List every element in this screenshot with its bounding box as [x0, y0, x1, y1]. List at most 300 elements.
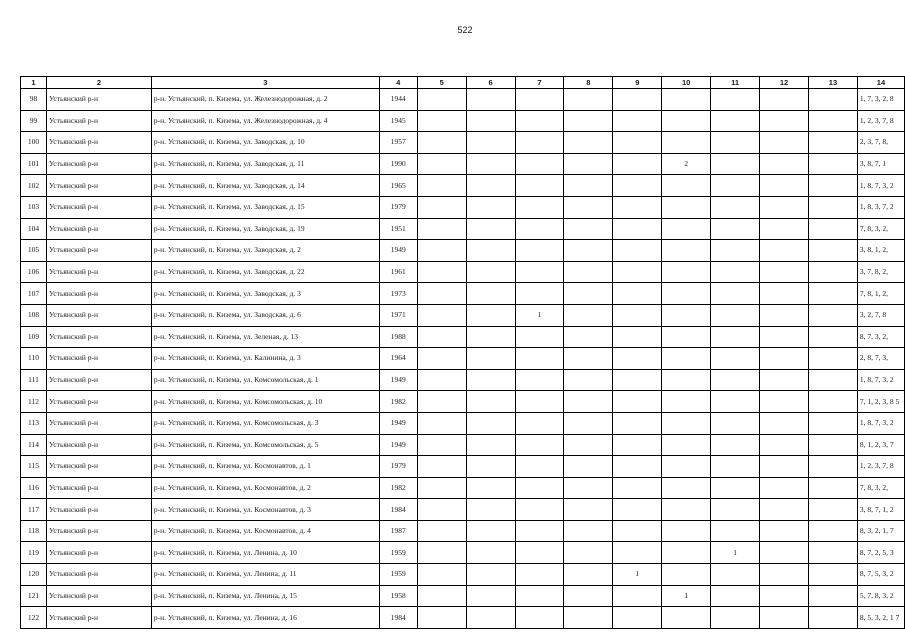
data-cell [466, 564, 515, 586]
data-cell [417, 499, 466, 521]
table-row [21, 153, 905, 175]
data-cell [760, 369, 809, 391]
data-cell [417, 585, 466, 607]
data-cell [613, 304, 662, 326]
data-cell: 1 [515, 304, 564, 326]
data-cell [760, 261, 809, 283]
data-cell [515, 89, 564, 111]
data-cell [809, 326, 858, 348]
data-cell [662, 218, 711, 240]
data-cell [809, 89, 858, 111]
row-number: 121 [21, 585, 47, 607]
year-cell: 1990 [379, 153, 417, 175]
district-cell: Устьянский р-н [46, 89, 151, 111]
table-row [21, 520, 905, 542]
data-cell [564, 412, 613, 434]
table-row [21, 369, 905, 391]
data-cell [564, 585, 613, 607]
data-cell [417, 391, 466, 413]
data-cell [417, 175, 466, 197]
data-cell [466, 89, 515, 111]
address-cell: р-н. Устьянский, п. Кизема, ул. Ленина, д. 16 [151, 607, 379, 629]
data-cell [760, 304, 809, 326]
data-cell: 2 [662, 153, 711, 175]
data-cell [466, 585, 515, 607]
address-cell: р-н. Устьянский, п. Кизема, ул. Комсомольская, д. 3 [151, 412, 379, 434]
code-list-cell: 1, 8, 3, 7, 2 [857, 196, 904, 218]
address-cell: р-н. Устьянский, п. Кизема, ул. Заводская, д. 15 [151, 196, 379, 218]
row-number: 100 [21, 132, 47, 154]
data-cell [760, 283, 809, 305]
year-cell: 1959 [379, 542, 417, 564]
row-number: 101 [21, 153, 47, 175]
table-row [21, 348, 905, 370]
address-cell: р-н. Устьянский, п. Кизема, ул. Заводская, д. 10 [151, 132, 379, 154]
data-cell [417, 434, 466, 456]
district-cell: Устьянский р-н [46, 283, 151, 305]
data-cell [564, 110, 613, 132]
year-cell: 1949 [379, 369, 417, 391]
address-cell: р-н. Устьянский, п. Кизема, ул. Ленина, д. 11 [151, 564, 379, 586]
code-list-cell: 3, 8, 7, 1 [857, 153, 904, 175]
code-list-cell: 8, 7, 3, 2, [857, 326, 904, 348]
address-cell: р-н. Устьянский, п. Кизема, ул. Космонавтов, д. 2 [151, 477, 379, 499]
data-cell [760, 132, 809, 154]
district-cell: Устьянский р-н [46, 196, 151, 218]
data-cell [809, 196, 858, 218]
data-cell [662, 304, 711, 326]
data-cell [515, 564, 564, 586]
data-cell [760, 520, 809, 542]
data-cell [417, 283, 466, 305]
code-list-cell: 2, 8, 7, 3, [857, 348, 904, 370]
data-cell [613, 196, 662, 218]
data-cell: 1 [662, 585, 711, 607]
data-cell [613, 153, 662, 175]
column-header: 11 [711, 77, 760, 89]
table-row [21, 564, 905, 586]
row-number: 115 [21, 456, 47, 478]
data-cell [466, 456, 515, 478]
code-list-cell: 7, 8, 3, 2, [857, 218, 904, 240]
row-number: 102 [21, 175, 47, 197]
data-cell [711, 520, 760, 542]
data-cell [760, 153, 809, 175]
data-cell [809, 520, 858, 542]
data-cell [760, 89, 809, 111]
data-cell [417, 607, 466, 629]
row-number: 112 [21, 391, 47, 413]
data-cell [466, 304, 515, 326]
address-cell: р-н. Устьянский, п. Кизема, ул. Ленина, д. 10 [151, 542, 379, 564]
data-cell [564, 218, 613, 240]
row-number: 110 [21, 348, 47, 370]
data-cell [613, 261, 662, 283]
data-cell [711, 348, 760, 370]
table-row [21, 542, 905, 564]
district-cell: Устьянский р-н [46, 110, 151, 132]
code-list-cell: 8, 7, 2, 5, 3 [857, 542, 904, 564]
data-cell [564, 304, 613, 326]
data-cell [466, 218, 515, 240]
data-cell [515, 326, 564, 348]
district-cell: Устьянский р-н [46, 218, 151, 240]
data-cell [711, 499, 760, 521]
column-header: 13 [809, 77, 858, 89]
year-cell: 1979 [379, 456, 417, 478]
data-cell [711, 391, 760, 413]
data-cell [662, 564, 711, 586]
table-row [21, 89, 905, 111]
data-cell [613, 110, 662, 132]
data-cell [466, 132, 515, 154]
data-cell [711, 110, 760, 132]
data-cell [417, 196, 466, 218]
district-cell: Устьянский р-н [46, 175, 151, 197]
district-cell: Устьянский р-н [46, 304, 151, 326]
year-cell: 1984 [379, 607, 417, 629]
data-cell [564, 89, 613, 111]
year-cell: 1945 [379, 110, 417, 132]
table-row [21, 607, 905, 629]
address-cell: р-н. Устьянский, п. Кизема, ул. Космонавтов, д. 4 [151, 520, 379, 542]
year-cell: 1958 [379, 585, 417, 607]
row-number: 104 [21, 218, 47, 240]
data-cell [515, 542, 564, 564]
data-cell [417, 369, 466, 391]
data-cell [711, 283, 760, 305]
table-row [21, 412, 905, 434]
address-cell: р-н. Устьянский, п. Кизема, ул. Космонавтов, д. 1 [151, 456, 379, 478]
data-cell [466, 283, 515, 305]
data-cell [613, 218, 662, 240]
data-cell [466, 110, 515, 132]
data-cell [760, 412, 809, 434]
address-cell: р-н. Устьянский, п. Кизема, ул. Заводская, д. 2 [151, 240, 379, 262]
code-list-cell: 7, 8, 3, 2, [857, 477, 904, 499]
data-cell [515, 369, 564, 391]
data-cell [809, 391, 858, 413]
data-cell [809, 304, 858, 326]
data-cell [417, 326, 466, 348]
table-row [21, 585, 905, 607]
district-cell: Устьянский р-н [46, 499, 151, 521]
data-cell [711, 434, 760, 456]
row-number: 105 [21, 240, 47, 262]
data-cell [711, 326, 760, 348]
data-cell [809, 153, 858, 175]
table-row [21, 261, 905, 283]
data-cell [417, 304, 466, 326]
year-cell: 1949 [379, 434, 417, 456]
district-cell: Устьянский р-н [46, 585, 151, 607]
data-cell [662, 348, 711, 370]
year-cell: 1959 [379, 564, 417, 586]
data-cell [466, 520, 515, 542]
district-cell: Устьянский р-н [46, 132, 151, 154]
column-header: 12 [760, 77, 809, 89]
data-cell [417, 218, 466, 240]
data-cell [662, 520, 711, 542]
code-list-cell: 2, 3, 7, 8, [857, 132, 904, 154]
code-list-cell: 3, 8, 1, 2, [857, 240, 904, 262]
data-cell [809, 348, 858, 370]
data-cell [564, 369, 613, 391]
data-cell [711, 304, 760, 326]
table-row [21, 477, 905, 499]
year-cell: 1944 [379, 89, 417, 111]
data-cell [466, 348, 515, 370]
data-cell [711, 218, 760, 240]
code-list-cell: 8, 3, 2, 1, 7 [857, 520, 904, 542]
table-row [21, 326, 905, 348]
table-row [21, 456, 905, 478]
data-cell [711, 585, 760, 607]
district-cell: Устьянский р-н [46, 369, 151, 391]
address-cell: р-н. Устьянский, п. Кизема, ул. Заводская, д. 6 [151, 304, 379, 326]
district-cell: Устьянский р-н [46, 434, 151, 456]
data-cell [760, 585, 809, 607]
data-cell [662, 391, 711, 413]
data-cell [613, 348, 662, 370]
row-number: 111 [21, 369, 47, 391]
data-cell [515, 499, 564, 521]
district-cell: Устьянский р-н [46, 542, 151, 564]
data-cell [760, 499, 809, 521]
data-cell [711, 153, 760, 175]
data-cell [662, 283, 711, 305]
data-cell [760, 391, 809, 413]
data-cell [613, 520, 662, 542]
code-list-cell: 1, 2, 3, 7, 8 [857, 110, 904, 132]
column-header: 6 [466, 77, 515, 89]
data-cell [564, 477, 613, 499]
address-cell: р-н. Устьянский, п. Кизема, ул. Ленина, д. 15 [151, 585, 379, 607]
column-header: 14 [857, 77, 904, 89]
data-cell [564, 434, 613, 456]
data-cell [515, 240, 564, 262]
year-cell: 1982 [379, 391, 417, 413]
data-cell [417, 89, 466, 111]
data-cell [809, 434, 858, 456]
data-cell [466, 240, 515, 262]
code-list-cell: 3, 7, 8, 2, [857, 261, 904, 283]
data-cell [466, 369, 515, 391]
code-list-cell: 8, 5, 3, 2, 1 7 [857, 607, 904, 629]
data-cell [809, 456, 858, 478]
data-cell [417, 348, 466, 370]
address-cell: р-н. Устьянский, п. Кизема, ул. Комсомольская, д. 1 [151, 369, 379, 391]
table-row [21, 132, 905, 154]
code-list-cell: 1, 2, 3, 7, 8 [857, 456, 904, 478]
code-list-cell: 3, 8, 7, 1, 2 [857, 499, 904, 521]
code-list-cell: 3, 2, 7, 8 [857, 304, 904, 326]
data-cell [515, 110, 564, 132]
district-cell: Устьянский р-н [46, 240, 151, 262]
data-cell [466, 153, 515, 175]
table-row [21, 434, 905, 456]
data-cell [564, 175, 613, 197]
table-body [21, 89, 905, 629]
district-cell: Устьянский р-н [46, 153, 151, 175]
data-cell [613, 412, 662, 434]
data-cell [662, 240, 711, 262]
data-cell [809, 132, 858, 154]
data-cell [662, 607, 711, 629]
data-cell [711, 607, 760, 629]
data-cell [809, 175, 858, 197]
data-cell [711, 477, 760, 499]
page-number: 522 [457, 25, 473, 35]
data-cell [515, 456, 564, 478]
data-cell [466, 196, 515, 218]
data-cell [515, 434, 564, 456]
code-list-cell: 1, 8, 7, 3, 2 [857, 175, 904, 197]
address-cell: р-н. Устьянский, п. Кизема, ул. Заводская, д. 11 [151, 153, 379, 175]
code-list-cell: 7, 1, 2, 3, 8 5 [857, 391, 904, 413]
data-cell [662, 542, 711, 564]
data-cell [760, 477, 809, 499]
data-cell [515, 520, 564, 542]
year-cell: 1961 [379, 261, 417, 283]
data-cell [662, 196, 711, 218]
data-cell [417, 456, 466, 478]
data-cell [613, 132, 662, 154]
data-cell [466, 326, 515, 348]
data-cell [760, 434, 809, 456]
data-cell [564, 153, 613, 175]
data-cell [564, 348, 613, 370]
data-cell [515, 283, 564, 305]
data-cell [515, 218, 564, 240]
data-cell [613, 283, 662, 305]
data-cell [564, 520, 613, 542]
data-cell [417, 153, 466, 175]
address-cell: р-н. Устьянский, п. Кизема, ул. Зеленая, д. 13 [151, 326, 379, 348]
address-cell: р-н. Устьянский, п. Кизема, ул. Космонавтов, д. 3 [151, 499, 379, 521]
column-header: 8 [564, 77, 613, 89]
data-cell [564, 542, 613, 564]
data-cell [466, 412, 515, 434]
data-cell [515, 477, 564, 499]
year-cell: 1951 [379, 218, 417, 240]
district-cell: Устьянский р-н [46, 477, 151, 499]
row-number: 108 [21, 304, 47, 326]
data-cell [809, 477, 858, 499]
data-cell [809, 499, 858, 521]
column-header: 10 [662, 77, 711, 89]
data-cell [515, 132, 564, 154]
data-cell [466, 175, 515, 197]
district-cell: Устьянский р-н [46, 348, 151, 370]
year-cell: 1988 [379, 326, 417, 348]
year-cell: 1987 [379, 520, 417, 542]
data-cell [564, 499, 613, 521]
code-list-cell: 8, 7, 5, 3, 2 [857, 564, 904, 586]
data-cell [760, 240, 809, 262]
data-cell [564, 564, 613, 586]
data-cell [760, 110, 809, 132]
district-cell: Устьянский р-н [46, 564, 151, 586]
column-header: 7 [515, 77, 564, 89]
column-header: 2 [46, 77, 151, 89]
data-cell [662, 110, 711, 132]
data-cell [613, 89, 662, 111]
code-list-cell: 1, 8, 7, 3, 2 [857, 412, 904, 434]
data-cell [417, 564, 466, 586]
data-cell [809, 564, 858, 586]
data-cell [466, 542, 515, 564]
data-cell [760, 218, 809, 240]
data-cell [809, 412, 858, 434]
data-cell [809, 607, 858, 629]
data-cell [711, 240, 760, 262]
row-number: 116 [21, 477, 47, 499]
table-row [21, 110, 905, 132]
data-cell [515, 261, 564, 283]
data-cell [417, 477, 466, 499]
data-cell [662, 412, 711, 434]
year-cell: 1982 [379, 477, 417, 499]
data-cell [662, 499, 711, 521]
data-cell [466, 477, 515, 499]
year-cell: 1949 [379, 240, 417, 262]
district-cell: Устьянский р-н [46, 261, 151, 283]
data-cell [760, 326, 809, 348]
data-cell [662, 175, 711, 197]
row-number: 113 [21, 412, 47, 434]
data-cell [711, 89, 760, 111]
year-cell: 1971 [379, 304, 417, 326]
data-cell [515, 585, 564, 607]
row-number: 119 [21, 542, 47, 564]
row-number: 103 [21, 196, 47, 218]
address-cell: р-н. Устьянский, п. Кизема, ул. Железнодорожная, д. 2 [151, 89, 379, 111]
register-table [20, 76, 905, 629]
row-number: 106 [21, 261, 47, 283]
table-row [21, 240, 905, 262]
data-cell [564, 132, 613, 154]
table-row [21, 304, 905, 326]
data-cell [417, 110, 466, 132]
address-cell: р-н. Устьянский, п. Кизема, ул. Заводская, д. 22 [151, 261, 379, 283]
data-cell [809, 110, 858, 132]
data-cell [466, 391, 515, 413]
data-cell [613, 542, 662, 564]
data-cell [515, 175, 564, 197]
address-cell: р-н. Устьянский, п. Кизема, ул. Калинина, д. 3 [151, 348, 379, 370]
year-cell: 1979 [379, 196, 417, 218]
address-cell: р-н. Устьянский, п. Кизема, ул. Заводская, д. 19 [151, 218, 379, 240]
year-cell: 1965 [379, 175, 417, 197]
row-number: 120 [21, 564, 47, 586]
data-cell [613, 240, 662, 262]
row-number: 107 [21, 283, 47, 305]
data-cell [417, 132, 466, 154]
data-cell [662, 132, 711, 154]
row-number: 98 [21, 89, 47, 111]
data-cell [515, 153, 564, 175]
data-cell [613, 477, 662, 499]
data-cell [613, 456, 662, 478]
data-cell [760, 175, 809, 197]
code-list-cell: 1, 8, 7, 3, 2 [857, 369, 904, 391]
column-header: 4 [379, 77, 417, 89]
year-cell: 1984 [379, 499, 417, 521]
data-cell [662, 261, 711, 283]
data-cell [662, 456, 711, 478]
data-cell: 1 [711, 542, 760, 564]
